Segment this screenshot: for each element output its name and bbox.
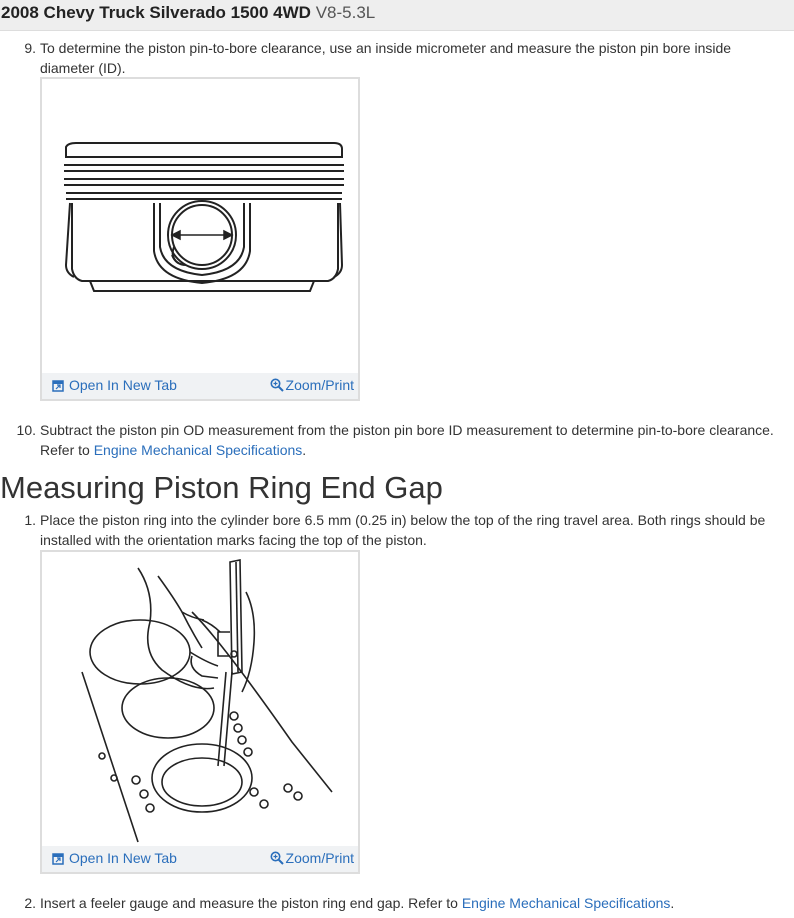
zoom-print-label: Zoom/Print (285, 377, 354, 393)
figure-toolbar (42, 373, 358, 399)
engine-mechanical-specifications-link[interactable]: Engine Mechanical Specifications (93, 442, 303, 458)
ring-end-gap-illustration (42, 552, 358, 846)
step-number: 10 . (17, 420, 36, 440)
zoom-print-button[interactable] (270, 850, 354, 866)
section-title: Measuring Piston Ring End Gap (0, 470, 443, 505)
piston-pin-bore-illustration (42, 79, 358, 373)
open-new-tab-icon (52, 853, 64, 865)
page-header (0, 0, 794, 31)
step-number: 1 . (24, 510, 36, 530)
zoom-print-label: Zoom/Print (285, 850, 354, 866)
zoom-print-button[interactable] (270, 377, 354, 393)
zoom-magnifier-icon (270, 378, 284, 392)
open-in-new-tab-label: Open In New Tab (69, 377, 177, 393)
step-text: Insert a feeler gauge and measure the piston ring end gap. Refer to (40, 895, 462, 911)
vehicle-title: 2008 Chevy Truck Silverado 1500 4WD (1, 3, 311, 22)
step-text: Subtract the piston pin OD measurement from the piston pin bore ID measurement to determine pin-to-bore clearance. Refer to (40, 422, 774, 458)
step-2: 2 . Insert a feeler gauge and measure the piston ring end gap. Refer to Engine Mechanical Specifications. (40, 893, 790, 913)
step-number: 9 . (24, 38, 36, 58)
open-in-new-tab-button[interactable] (52, 377, 177, 393)
open-in-new-tab-label: Open In New Tab (69, 850, 177, 866)
figure-toolbar (42, 846, 358, 872)
open-in-new-tab-button[interactable] (52, 850, 177, 866)
piston-pin-bore-figure (40, 77, 360, 401)
step-1 (24, 510, 790, 550)
step-9 (24, 38, 780, 78)
step-number: 2 . (24, 893, 36, 913)
engine-mechanical-specifications-link[interactable]: Engine Mechanical Specifications (461, 895, 671, 911)
open-new-tab-icon (52, 380, 64, 392)
step-text: To determine the piston pin-to-bore clearance, use an inside micrometer and measure the piston pin bore inside diameter (ID). (40, 40, 732, 76)
ring-end-gap-figure (40, 550, 360, 874)
engine-label: V8-5.3L (315, 3, 376, 22)
zoom-magnifier-icon (270, 851, 284, 865)
step-10: 10 . Subtract the piston pin OD measurement from the piston pin bore ID measurement to determine pin-to-bore clearance. Refer to Engine Mechanical Specifications. (40, 420, 790, 460)
step-text: Place the piston ring into the cylinder bore 6.5 mm (0.25 in) below the top of the ring travel area. Both rings should be installed with the orientation marks facing the top of the piston. (40, 512, 766, 548)
